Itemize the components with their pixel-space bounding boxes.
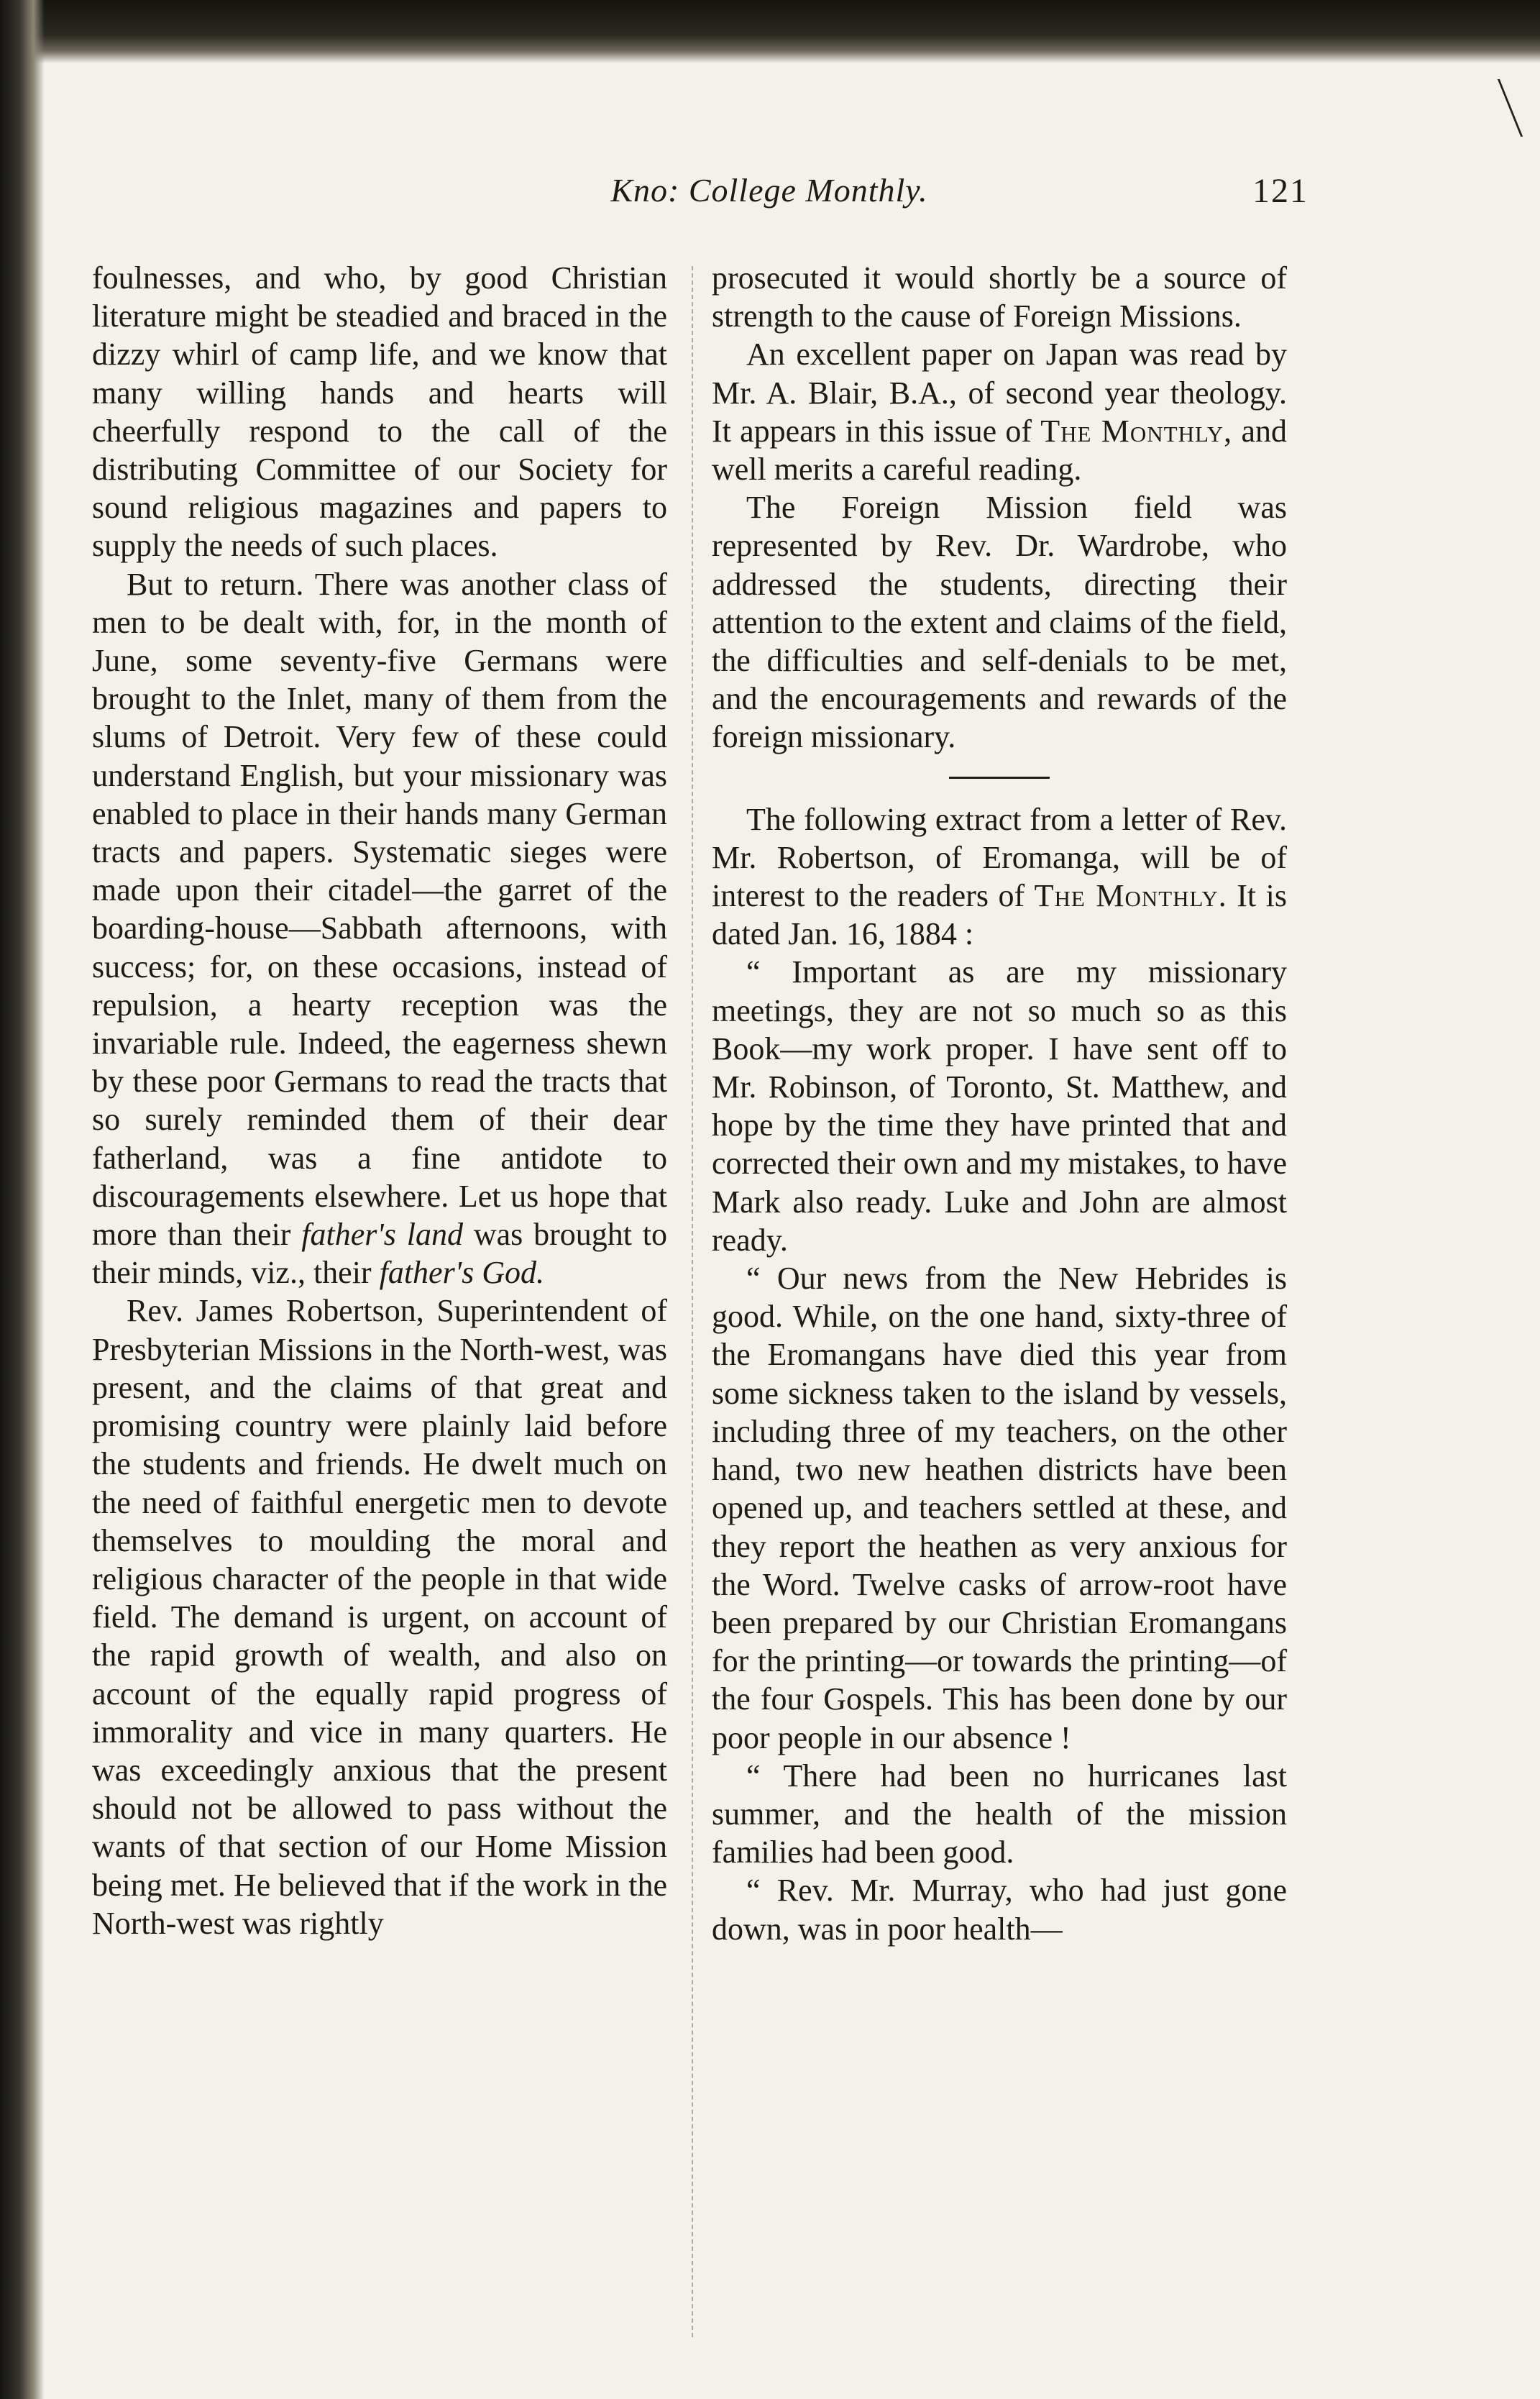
right-paragraph-2-smallcaps: The Monthly, [1040,413,1233,449]
section-rule [949,777,1050,779]
scan-mark [1469,79,1523,137]
right-paragraph-4-text-b: It is dated Jan. 16, 1884 : [712,878,1287,952]
left-paragraph-2-italic-2: father's God. [379,1255,545,1291]
right-paragraph-2-text-b: and well merits a careful reading. [712,413,1287,488]
right-paragraph-4-smallcaps: The Monthly. [1034,878,1227,914]
right-column [712,259,1287,1948]
right-paragraph-4 [712,800,1287,954]
scan-edge-top [0,0,1540,63]
left-paragraph-2 [92,565,667,1292]
right-paragraph-7: “ There had been no hurricanes last summer, and the health of the mission families had been good. [712,1758,1287,1870]
right-paragraph-8: “ Rev. Mr. Murray, who had just gone down, was in poor health— [712,1873,1287,1947]
right-paragraph-4-text-a: The following extract from a letter of Rev. Mr. Robertson, of Eromanga, will be of interest to the readers of [712,801,1287,914]
page-number: 121 [1252,172,1308,210]
right-paragraph-3: The Foreign Mission field was represented by Rev. Dr. Wardrobe, who addressed the students, directing their attention to the extent and claims of the field, the difficulties and self-denials to be met, and the encouragements and rewards of the foreign missionary. [712,490,1287,755]
left-paragraph-1: foulnesses, and who, by good Christian literature might be steadied and braced in the dizzy whirl of camp life, and we know that many willing hands and hearts will cheerfully respond to the call of the distributing Committee of our Society for sound religious magazines and papers to supply the needs of such places. [92,260,667,564]
scan-edge-left [0,0,45,2399]
right-paragraph-2 [712,335,1287,488]
running-head [446,171,1308,221]
right-paragraph-2-text-a: An excellent paper on Japan was read by Mr. A. Blair, B.A., of second year theology. It appears in this issue of [712,337,1287,449]
left-paragraph-2-text-a: But to return. There was another class of men to be dealt with, for, in the month of June, some seventy-five Germans were brought to the Inlet, many of them from the slums of Detroit. Very few of these could understand English, but your missionary was enabled to place in their hands many German tracts and papers. Systematic sieges were made upon their citadel—the garret of the boarding-house—Sabbath afternoons, with success; for, on these occasions, instead of repulsion, a hearty reception was the invariable rule. Indeed, the eagerness shewn by these poor Germans to read the tracts that so surely reminded them of their dear fatherland, was a fine antidote to discouragements elsewhere. Let us hope that more than their [92,566,667,1253]
column-divider [692,266,693,2337]
left-column [92,259,667,1942]
right-paragraph-1: prosecuted it would shortly be a source of strength to the cause of Foreign Missions. [712,260,1287,334]
right-paragraph-5: “ Important as are my missionary meetings, they are not so much so as this Book—my work proper. I have sent off to Mr. Robinson, of Toronto, St. Matthew, and hope by the time they have printed that and corrected their own and my mistakes, to have Mark also ready. Luke and John are almost ready. [712,954,1287,1258]
left-paragraph-2-text-b: was brought to their minds, viz., their [92,1217,668,1291]
right-paragraph-6: “ Our news from the New Hebrides is good. While, on the one hand, sixty-three of the Eromangans have died this year from some sickness taken to the island by vessels, including three of my teachers, on the other hand, two new heathen districts have been opened up, and teachers settled at these, and they report the heathen as very anxious for the Word. Twelve casks of arrow-root have been prepared by our Christian Eromangans for the printing—or towards the printing—of the four Gospels. This has been done by our poor people in our absence ! [712,1261,1287,1755]
left-paragraph-2-italic-1: father's land [301,1217,463,1253]
running-title: Kno: College Monthly. [610,172,928,209]
left-paragraph-3: Rev. James Robertson, Superintendent of Presbyterian Missions in the North-west, was present, and the claims of that great and promising country were plainly laid before the students and friends. He dwelt much on the need of faithful energetic men to devote themselves to moulding the moral and religious character of the people in that wide field. The demand is urgent, on account of the rapid growth of wealth, and also on account of the equally rapid progress of immorality and vice in many quarters. He was exceedingly anxious that the present should not be allowed to pass without the wants of that section of our Home Mission being met. He believed that if the work in the North-west was rightly [92,1293,667,1941]
